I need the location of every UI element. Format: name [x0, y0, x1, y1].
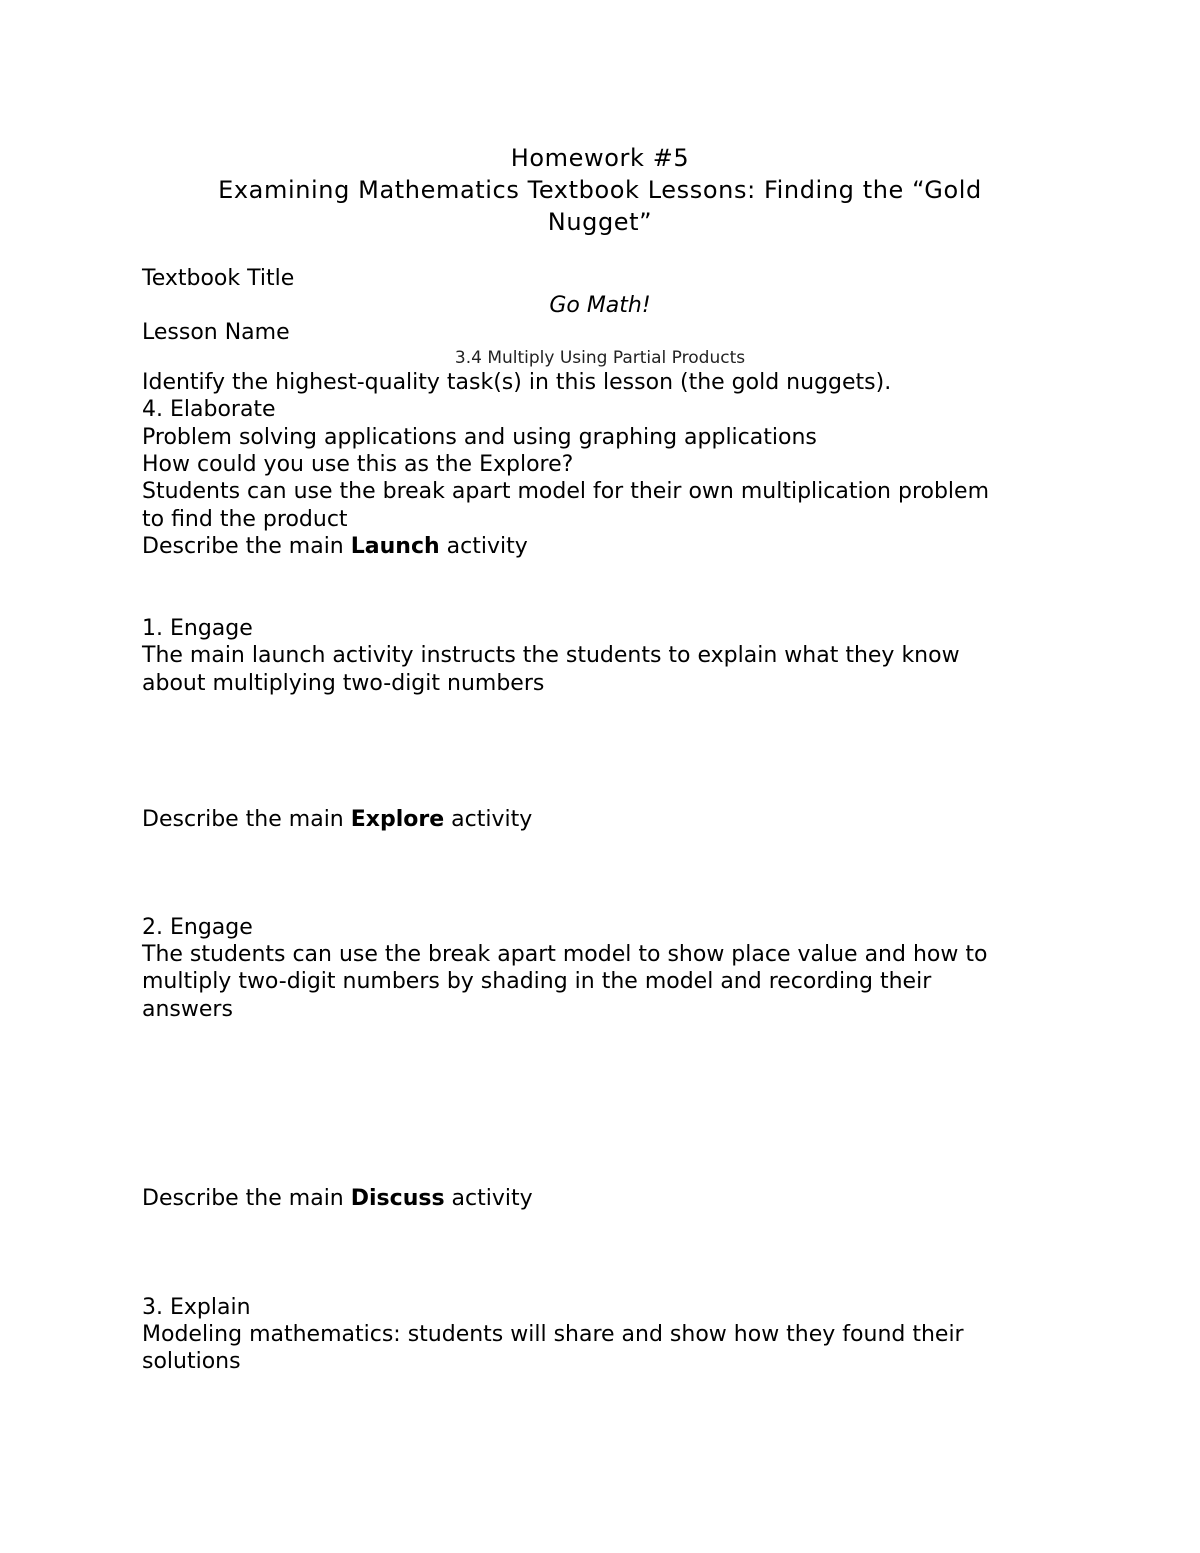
discuss-keyword: Discuss: [350, 1186, 445, 1211]
launch-answer-line-2: about multiplying two-digit numbers: [142, 671, 545, 696]
explore-answer-line-1: The students can use the break apart model to show place value and how to: [142, 942, 988, 967]
launch-step: 1. Engage: [142, 616, 253, 641]
discuss-prompt: Describe the main Discuss activity: [142, 1186, 533, 1211]
gold-nuggets-step: 4. Elaborate: [142, 397, 276, 422]
lesson-name-label: Lesson Name: [142, 320, 290, 345]
explore-answer-line-2: to find the product: [142, 507, 348, 532]
textbook-title-value: Go Math!: [549, 293, 651, 318]
explore-prompt: Describe the main Explore activity: [142, 807, 533, 832]
lesson-name-value: 3.4 Multiply Using Partial Products: [454, 348, 746, 368]
explore-answer-line-2: multiply two-digit numbers by shading in the model and recording their: [142, 969, 932, 994]
explore-step: 2. Engage: [142, 915, 253, 940]
discuss-answer-line-2: solutions: [142, 1349, 241, 1374]
textbook-title-label: Textbook Title: [142, 266, 295, 291]
explore-answer-line-1: Students can use the break apart model for their own multiplication problem: [142, 479, 990, 504]
launch-prompt: Describe the main Launch activity: [142, 534, 528, 559]
discuss-answer-line-1: Modeling mathematics: students will share and show how they found their: [142, 1322, 964, 1347]
gold-nuggets-prompt: Identify the highest-quality task(s) in this lesson (the gold nuggets).: [142, 370, 892, 395]
page-subtitle-line-1: Examining Mathematics Textbook Lessons: Finding the “Gold: [218, 176, 982, 204]
discuss-step: 3. Explain: [142, 1295, 251, 1320]
launch-answer-line-1: The main launch activity instructs the students to explain what they know: [142, 643, 960, 668]
launch-keyword: Launch: [350, 534, 440, 559]
explore-answer-line-3: answers: [142, 997, 233, 1022]
page-title: Homework #5: [510, 144, 690, 172]
gold-nuggets-answer: Problem solving applications and using graphing applications: [142, 425, 817, 450]
explore-question: How could you use this as the Explore?: [142, 452, 574, 477]
explore-keyword: Explore: [350, 807, 445, 832]
page-subtitle-line-2: Nugget”: [547, 208, 653, 236]
